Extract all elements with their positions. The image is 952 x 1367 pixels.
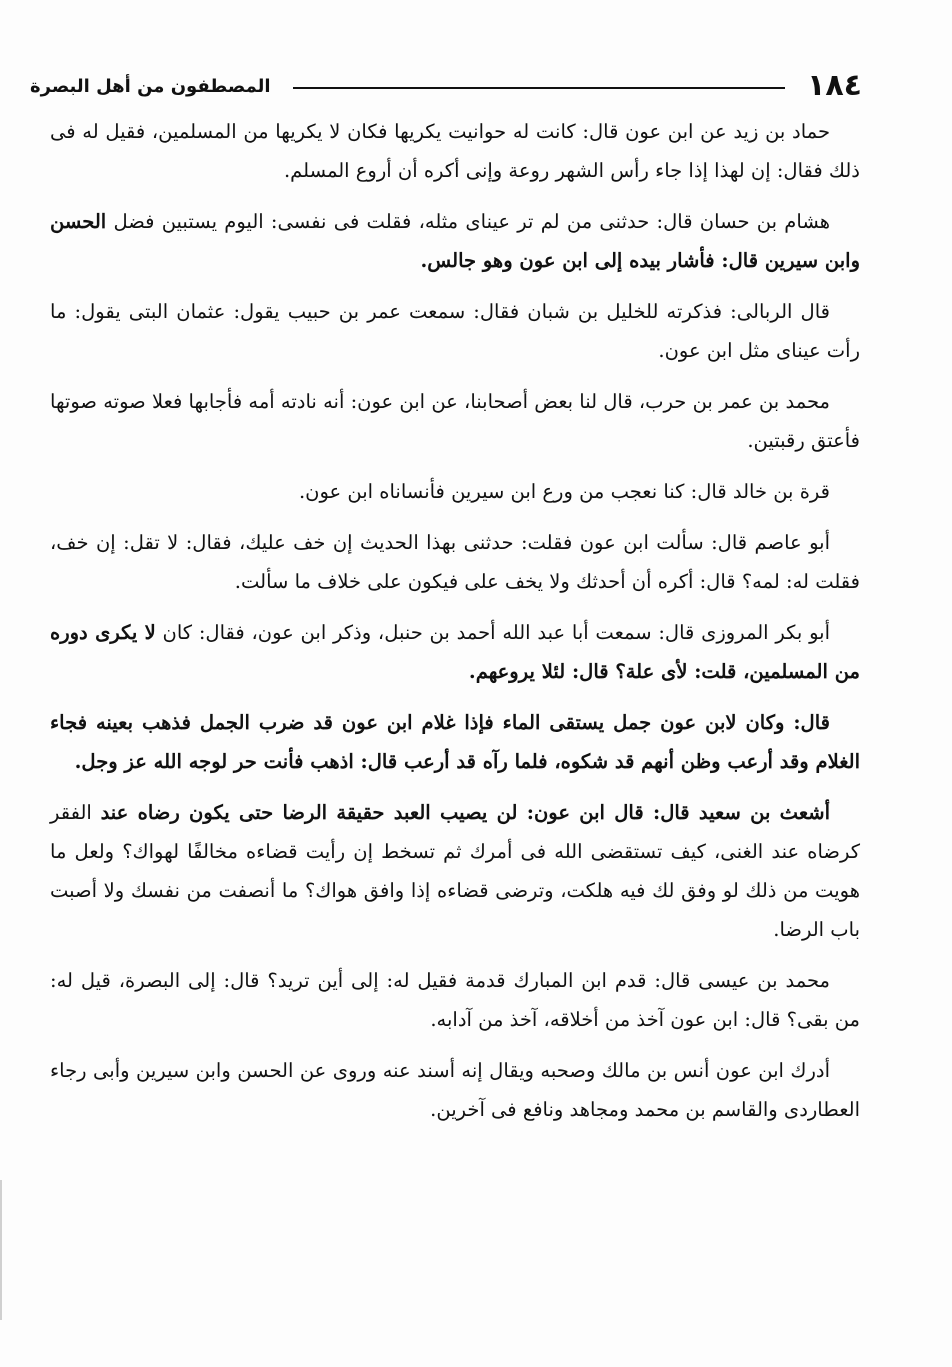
paragraph [50, 382, 860, 460]
paragraph [50, 961, 860, 1039]
text-segment: أبو بكر المروزى قال: سمعت أبا عبد الله أحمد بن حنبل، وذكر ابن عون، فقال: كان [155, 621, 830, 644]
text-segment: الفقر كرضاه عند الغنى، كيف تستقضى الله فى أمرك ثم تسخط إن رأيت قضاءه مخالفًا لهواك؟ ولعل ما هويت من ذلك لو وفق لك فيه هلكت، وترضى قضاءه إذا وافق هواك؟ ما أنصفت من نفسك ولا أصبت باب الرضا. [50, 801, 860, 941]
paragraph [50, 112, 860, 190]
paragraph [50, 1051, 860, 1129]
text-segment: حماد بن زيد عن ابن عون قال: كانت له حوانيت يكريها فكان لا يكريها من المسلمين، فقيل له فى ذلك فقال: إن لهذا إذا جاء رأس الشهر روعة وإنى أكره أن أروع المسلم. [50, 120, 860, 182]
text-segment: هشام بن حسان قال: حدثنى من لم تر عيناى مثله، فقلت فى نفسى: اليوم يستبين فضل [106, 210, 830, 233]
page-header [30, 68, 862, 104]
text-segment: أبو عاصم قال: سألت ابن عون فقلت: حدثنى بهذا الحديث إن خف عليك، فقال: لا تقل: إن خف، فقلت له: لمه؟ قال: أكره أن أحدثك ولا يخف على فيكون على خلاف ما سألت. [50, 531, 860, 593]
text-segment: قال الربالى: فذكرته للخليل بن شبان فقال: سمعت عمر بن حبيب يقول: عثمان البتى يقول: ما رأت عيناى مثل ابن عون. [50, 300, 860, 362]
text-segment: محمد بن عمر بن حرب، قال لنا بعض أصحابنا، عن ابن عون: أنه نادته أمه فأجابها فعلا صوته صوتها فأعتق رقبتين. [50, 390, 860, 452]
text-segment: قرة بن خالد قال: كنا نعجب من ورع ابن سيرين فأنساناه ابن عون. [298, 480, 830, 503]
text-segment: محمد بن عيسى قال: قدم ابن المبارك قدمة فقيل له: إلى أين تريد؟ قال: إلى البصرة، قيل له: من بقى؟ قال: ابن عون آخذ من أخلاقه، آخذ من آدابه. [50, 969, 860, 1031]
paragraph [50, 292, 860, 370]
paragraph [50, 793, 860, 949]
page-number: ١٨٤ [807, 68, 862, 103]
bold-text-segment: قال: وكان لابن عون جمل يستقى الماء فإذا غلام ابن عون قد ضرب الجمل فذهب بعينه فجاء الغلام وقد أرعب وظن أنهم قد شكوه، فلما رآه قد أرعب قال: اذهب فأنت حر لوجه الله عز وجل. [50, 711, 860, 773]
running-title: المصطفون من أهل البصرة [30, 75, 271, 97]
bold-text-segment: الحسن وابن سيرين قال: فأشار بيده إلى ابن عون وهو جالس. [50, 210, 860, 272]
body-text [50, 112, 860, 1141]
paragraph [50, 703, 860, 781]
scan-edge-mark [0, 1180, 2, 1320]
bold-text-segment: لا يكرى دوره من المسلمين، قلت: لأى علة؟ قال: لئلا يروعهم. [50, 621, 860, 683]
paragraph [50, 202, 860, 280]
paragraph [50, 613, 860, 691]
paragraph [50, 472, 860, 511]
header-rule [293, 87, 785, 89]
bold-text-segment: أشعث بن سعيد قال: قال ابن عون: لن يصيب العبد حقيقة الرضا حتى يكون رضاه عند [100, 801, 830, 824]
paragraph [50, 523, 860, 601]
text-segment: أدرك ابن عون أنس بن مالك وصحبه ويقال إنه أسند عنه وروى عن الحسن وابن سيرين وأبى رجاء العطاردى والقاسم بن محمد ومجاهد ونافع فى آخرين. [50, 1059, 860, 1121]
